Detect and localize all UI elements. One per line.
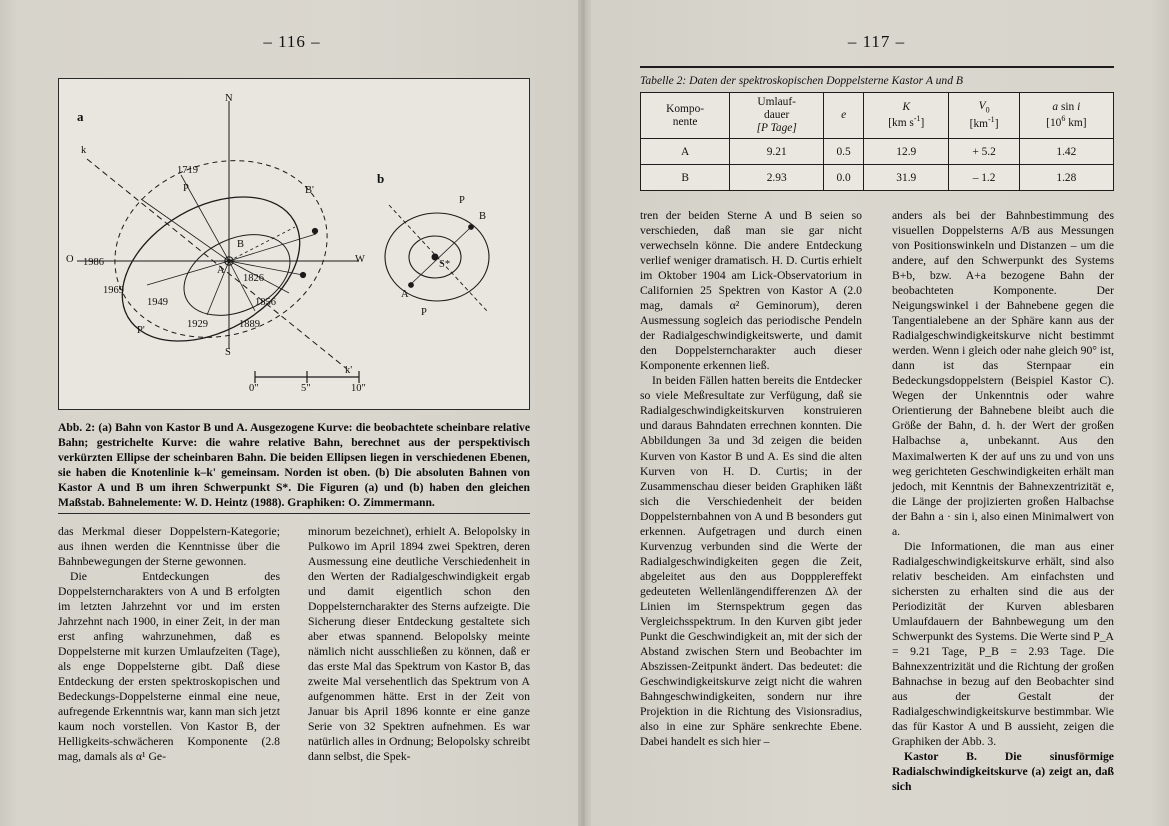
scale-tick-10: 10" — [351, 383, 366, 394]
panel-b-periastron-a: P — [459, 195, 465, 206]
cell-asini: 1.42 — [1019, 139, 1113, 165]
right-column-2 — [892, 208, 1114, 794]
knot-line-k-prime: k' — [345, 365, 353, 376]
table-title: Tabelle 2: Daten der spektroskopischen Doppelsterne Kastor A und B — [640, 74, 963, 87]
scale-tick-0: 0" — [249, 383, 259, 394]
header-komponente: Kompo- nente — [641, 93, 730, 139]
header-umlaufdauer: Umlauf- dauer [P Tage] — [730, 93, 824, 139]
label-1719: 1719 — [177, 165, 198, 176]
paragraph: Die Informationen, die man aus einer Radialgeschwindigkeitskurve erhält, sind also relativ bescheiden. Am einfachsten und sichersten zu erhalten sind die aus der Periodizität der Kurven ablesbaren Umlaufdauern der Bahnbewegung um den Schwerpunkt des Systems. Die Werte sind P_A = 9.21 Tage, P_B = 2.93 Tage. Die Bahnexzentrizität und die Richtung der großen Bahnachse in bezug auf den Beobachter sind aus der Gestalt der Radialgeschwindigkeitskurve bestimmbar. Wie das für Kastor A und B aussieht, zeigen die Graphiken der Abb. 3. — [892, 539, 1114, 749]
panel-b-barycenter: S* — [439, 259, 451, 270]
left-page-number: – 116 – — [263, 32, 321, 51]
cell-asini: 1.28 — [1019, 165, 1113, 191]
cell-k: 31.9 — [864, 165, 949, 191]
label-1969: 1969 — [103, 285, 124, 296]
label-1856: 1856 — [255, 297, 276, 308]
table-row — [641, 139, 1114, 165]
star-b-prime-label: B' — [305, 185, 314, 196]
scale-tick-5: 5" — [301, 383, 311, 394]
caption-divider — [58, 513, 530, 514]
paragraph: tren der beiden Sterne A und B seien so verschieden, daß man sie gar nicht verwechseln könne. Die andere Entdeckung verlief weniger dramatisch. H. D. Curtis erhielt im Oktober 1904 am Lick-Observatorium in Californien 25 Spektren von Kastor A (2.0 mag, damals α² Geminorum), deren Ausmessung sogleich das periodische Pendeln der Radialgeschwindigkeitswerte, und damit den Doppelsterncharakter auch dieser Komponente erkennen ließ. — [640, 209, 862, 373]
panel-b-star-a: A — [401, 289, 409, 300]
panel-b-star-b: B — [479, 211, 487, 222]
right-page-number: – 117 – — [847, 32, 906, 51]
table-row — [641, 165, 1114, 191]
cell-e: 0.0 — [824, 165, 864, 191]
paragraph: minorum bezeichnet), erhielt A. Belopolsky in Pulkowo im April 1894 zwei Spektren, deren Ausmessung eine deutliche Verschiedenheit in den Werten der Radialgeschwindigkeit ergab und damit eigentlich schon den Doppelsterncharakter des Sterns aufzeigte. Die Sicherung dieser Entdeckung gestaltete sich aber etwas spannend. Belopolsky meinte nämlich nicht ausschließen zu können, daß er das erste Mal das Spektrum von Kastor B, das zweite Mal versehentlich das Spektrum von A aufgenommen hätte. Erst in der Zeit von Januar bis April 1896 konnte er eine ganze Serie von 32 Spektren aufnehmen. Es war natürlich alles in Ordnung; Belopolsky schreibt dann selbst, die Spek- — [308, 525, 530, 764]
paragraph-kastor-b — [892, 749, 1114, 794]
cell-e: 0.5 — [824, 139, 864, 165]
table-kastor-data — [640, 92, 1114, 191]
star-a-label: A — [217, 265, 225, 276]
label-1986: 1986 — [83, 257, 104, 268]
left-column-1 — [58, 524, 280, 765]
panel-b-label: b — [377, 171, 385, 186]
header-v0: $V_0$ $[km^{-1}]$ — [949, 93, 1019, 139]
cell-komponente: A — [641, 139, 730, 165]
paragraph: Die Entdeckungen des Doppelsterncharakters von A und B erfolgten im letzten Jahrzehnt vor und im ersten Jahrzehnt nach 1900, in einer Zeit, in der man erst anfing wahrzunehmen, daß es Doppelsterne mit kurzen Umlaufzeiten (Tage), als enge Doppelsterne gibt. Daß diese Entdeckung der ersten spektroskopischen und Bedeckungs-Doppelsterne einmal eine neue, aufregende Erkenntnis war, kann man sich jetzt kaum noch vorstellen. Von Kastor B, der Helligkeits-schwächeren Komponente (2.8 mag, damals als α¹ Ge- — [58, 570, 280, 764]
kastor-b-heading: Kastor B. Die sinusförmige Radialschwindigkeitskurve (a) zeigt an, daß sich — [892, 750, 1114, 794]
compass-o: O — [66, 254, 74, 265]
table-top-rule — [640, 66, 1114, 68]
header-k: K [km $s^{-1}$] — [864, 93, 949, 139]
cell-umlaufdauer: 2.93 — [730, 165, 824, 191]
label-1826: 1826 — [243, 273, 264, 284]
label-1949: 1949 — [147, 297, 168, 308]
paragraph: In beiden Fällen hatten bereits die Entdecker so viele Meßresultate zur Verfügung, daß sie Radialgeschwindigkeitskurven konstruieren und daraus Bahndaten errechnen konnten. Die Abbildungen 3a und 3d zeigen die beiden Kurven von Kastor B und A. Es sind die alten Kurven von H. D. Curtis; in der Zusammenschau dieser beiden Graphiken läßt sich die Verschiedenheit der beiden Doppelsternbahnen von A und B besonders gut erkennen. Aufgetragen und durch einen Kurvenzug verbunden sind die Werte der Radialgeschwindigkeiten gegen die Zeit, abgeleitet aus den aus Doppplereffekt gedeuteten Wellenlängendifferenzen Δλ der Linien im Sternspektrum gegen das Vergleichsspektrum. In den Kurven gibt jeder Punkt die Geschwindigkeit an, mit der sich der Abstand zwischen Stern und Beobachter im Abszissen-Zeitpunkt ändert. Das bedeutet: die Geschwindigkeitskurve zeigt nicht die wahren Bahngeschwindigkeiten, sondern nur ihre Projektion in die Richtung des Visionsradius, also in eine zur Sphäre senkrechte Ebene. Dabei handelt es sich hier – — [640, 374, 862, 749]
figure-caption: Abb. 2: (a) Bahn von Kastor B und A. Ausgezogene Kurve: die beobachtete scheinbare relative Bahn; gestrichelte Kurve: die wahre relative Bahn, berechnet aus der perspektivisch verkürzten Ellipse der scheinbaren Bahn. Die beiden Ellipsen liegen in verschiedenen Ebenen, sie haben die Knotenlinie k–k' gemeinsam. Norden ist oben. (b) Die absoluten Bahnen von Kastor A und B um ihren Schwerpunkt S*. Die Figuren (a) und (b) haben den gleichen Maßstab. Bahnelemente: W. D. Heintz (1988). Graphiken: O. Zimmermann. — [58, 421, 530, 510]
compass-s: S — [225, 347, 231, 358]
compass-n: N — [225, 93, 233, 104]
label-p-upper: P — [183, 183, 189, 194]
paragraph: anders als bei der Bahnbestimmung des visuellen Doppelsterns A/B aus Messungen von Positionswinkeln und Distanzen – um die andere, auf den Schwerpunkt des Systems B+b, bzw. A+a bezogene Bahn der beobachteten Komponente. Der Neigungswinkel i der Bahnebene gegen die Tangentialebene an der Sphäre kann aus der Radialgeschwindigkeitskurve nicht bestimmt werden. Wenn i gleich oder nahe gleich 90° ist, dann ist das Sternpaar ein Bedeckungsdoppelstern (Beispiel Kastor C). Wegen der Unkenntnis oder wahre Orientierung der Bahnebene bleibt auch die Größe der Bahn, d. h. der Wert der großen Halbachse a, unbekannt. Aus den Maximalwerten K der auf uns zu und von uns weg gerichteten Geschwindigkeiten erhält man jedoch, mit Kenntnis der Bahnexzentrizität e, die Länge der projizierten großen Halbachse der Bahn a · sin i, also einen Minimalwert von a. — [892, 209, 1114, 538]
cell-v0: – 1.2 — [949, 165, 1019, 191]
star-b-label: B — [237, 239, 245, 250]
left-column-2 — [308, 524, 530, 765]
paragraph: das Merkmal dieser Doppelstern-Kategorie; aus ihnen werden die Kenntnisse über die Bahnbewegungen der Sterne gewonnen. — [58, 525, 280, 569]
label-1889: 1889 — [239, 319, 260, 330]
cell-komponente: B — [641, 165, 730, 191]
figure-svg — [59, 79, 529, 409]
left-page — [0, 0, 584, 826]
header-e: e — [824, 93, 864, 139]
panel-b-periastron-b: P — [421, 307, 427, 318]
label-1929: 1929 — [187, 319, 208, 330]
cell-k: 12.9 — [864, 139, 949, 165]
right-column-1 — [640, 208, 862, 749]
figure-abb2 — [58, 78, 530, 410]
header-asini: a sin i [$10^6$ km] — [1019, 93, 1113, 139]
label-p-lower: P' — [137, 325, 145, 336]
table-header-row — [641, 93, 1114, 139]
cell-umlaufdauer: 9.21 — [730, 139, 824, 165]
cell-v0: + 5.2 — [949, 139, 1019, 165]
compass-w: W — [355, 254, 365, 265]
book-gutter — [578, 0, 591, 826]
knot-line-k: k — [81, 145, 87, 156]
panel-a-label: a — [77, 109, 84, 124]
